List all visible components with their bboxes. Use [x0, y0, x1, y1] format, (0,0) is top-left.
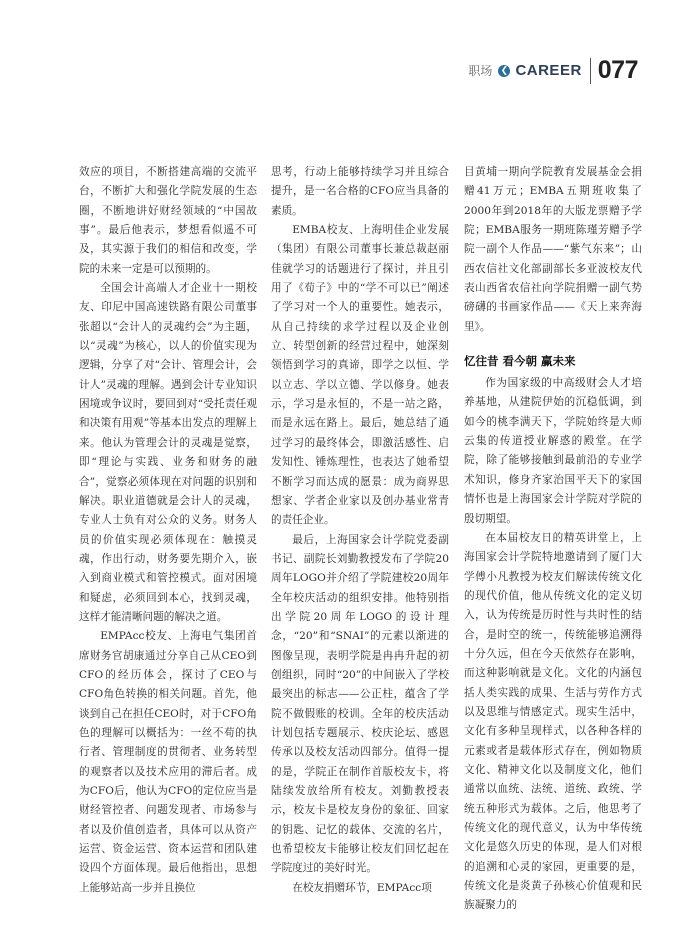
article-column-1 — [79, 163, 257, 898]
section-label: 职场 — [468, 64, 493, 78]
section-brand: CAREER — [515, 62, 582, 79]
chevron-left-icon: ❮ — [498, 65, 510, 77]
paragraph: 在本届校友日的精英讲堂上，上海国家会计学院特地邀请到了厦门大学傅小凡教授为校友们解读传统文化的现代价值，他从传统文化的定义切入，认为传统是历时性与共时性的结合，是时空的统一，传统能够追溯得十分久远，但在今天依然存在影响，而这种影响就是文化。文化的内涵包括人类实践的成果、生活与劳作方式以及思维与情感定式。现实生活中，文化有多种呈现样式，以各种各样的元素或者是载体形式存在，例如物质文化、精神文化以及制度文化，他们通常以血统、法统、道统、政统、学统五种形式为载体。之后，他思考了传统文化的现代意义，认为中华传统文化是悠久历史的体现，是人们对根的追溯和心灵的家园，更重要的是，传统文化是炎黄子孙核心价值观和民族凝聚力的 — [464, 531, 642, 912]
paragraph: 作为国家级的中高级财会人才培养基地，从建院伊始的沉稳低调，到如今的桃李满天下，学院始终是大师云集的传道授业解惑的殿堂。在学院，除了能够接触到最前沿的专业学术知识，修身齐家治国平天下的家国情怀也是上海国家会计学院对学院的殷切期望。 — [464, 377, 642, 525]
paragraph: 思考，行动上能够持续学习并且综合提升，是一名合格的CFO应当具备的素质。 — [271, 166, 449, 217]
paragraph: 目黄埔一期向学院教育发展基金会捐赠41万元；EMBA五期班收集了2000年到2018年的大版龙票赠予学院；EMBA服务一期班陈瑾芳赠予学院一副个人作品——“紫气东来”；山西农信社文化部副部长多亚波校友代表山西省农信社向学院捐赠一副气势磅礴的书画家作品——《天上来奔海里》。 — [464, 166, 642, 333]
page-header — [468, 56, 638, 85]
paragraph: EMBA校友、上海明佳企业发展（集团）有限公司董事长兼总裁赵丽佳就学习的话题进行了探讨，并且引用了《荀子》中的“学不可以已”阐述了学习对一个人的重要性。她表示，从自己持续的求学过程以及企业创立、转型创新的经营过程中，她深刻领悟到学习的真谛，即学之以恒、学以立志、学以立德、学以修身。她表示，学习是永恒的，不是一站之路，而是永远在路上。最后，她总结了通过学习的最终体会，即激活感性、启发知性、锤炼理性，也表达了她希望不断学习而达成的愿景：成为商界思想家、学者企业家以及创办基业常青的责任企业。 — [271, 224, 449, 527]
article-column-2 — [271, 163, 449, 898]
article-column-3 — [464, 163, 642, 916]
paragraph: 效应的项目，不断搭建高端的交流平台，不断扩大和强化学院发展的生态圈，不断地讲好财经领域的“中国故事”。最后他表示，梦想看似遥不可及，其实源于我们的相信和改变，学院的未来一定是可以预期的。 — [79, 166, 257, 275]
section-heading: 忆往昔 看今朝 赢未来 — [464, 354, 576, 369]
paragraph: EMPAcc校友、上海电气集团首席财务官胡康通过分享自己从CEO到CFO的经历体会，探讨了CEO与CFO角色转换的相关问题。首先，他谈到自己在担任CEO时，对于CFO角色的理解可以概括为：一丝不苟的执行者、管理制度的贯彻者、业务转型的观察者以及技术应用的滞后者。成为CFO后，他认为CFO的定位应当是财经管控者、问题发现者、市场参与者以及价值创造者，具体可以从资产运营、资金运营、资本运营和团队建设四个方面体现。最后他指出，思想上能够站高一步并且换位 — [79, 630, 257, 894]
paragraph: 在校友捐赠环节，EMPAcc项 — [292, 881, 432, 894]
header-divider — [590, 58, 591, 84]
paragraph: 全国会计高端人才企业十一期校友、印尼中国高速铁路有限公司董事张超以“会计人的灵魂约会”为主题，以“灵魂”为核心，以人的价值实现为逻辑，分享了对“会计、管理会计，会计人”灵魂的理解。遇到会计专业知识困境或争议时，要回到对“受托责任观和决策有用观”等基本出发点的理解上来。他认为管理会计的灵魂是觉察，即“理论与实践、业务和财务的融合”，觉察必须体现在对问题的识别和解决。职业道德就是会计人的灵魂，专业人士负有对公众的义务。财务人员的价值实现必须体现在：触摸灵魂，作出行动，财务要先期介入，嵌入到商业模式和管控模式。面对困境和疑虑，必须回到本心，找到灵魂，这样才能清晰问题的解决之道。 — [79, 282, 257, 623]
paragraph: 最后，上海国家会计学院党委副书记、副院长刘勤教授发布了学院20周年LOGO并介绍了学院建校20周年全年校庆活动的组织安排。他特别指出学院20周年LOGO的设计理念，“20”和“SNAI”的元素以渐进的图像呈现，表明学院是冉冉升起的初创组织，同时“20”的中间嵌入了学校最突出的标志——公正柱，蕴含了学院不做假账的校训。全年的校庆活动计划包括专题展示、校庆论坛、感恩传承以及校友活动四部分。值得一提的是，学院正在制作首版校友卡，将陆续发放给所有校友。刘勤教授表示，校友卡是校友身份的象征、回家的钥匙、记忆的载体、交流的名片，也希望校友卡能够让校友们回忆起在学院度过的美好时光。 — [271, 533, 449, 875]
page-number: 077 — [597, 56, 638, 84]
